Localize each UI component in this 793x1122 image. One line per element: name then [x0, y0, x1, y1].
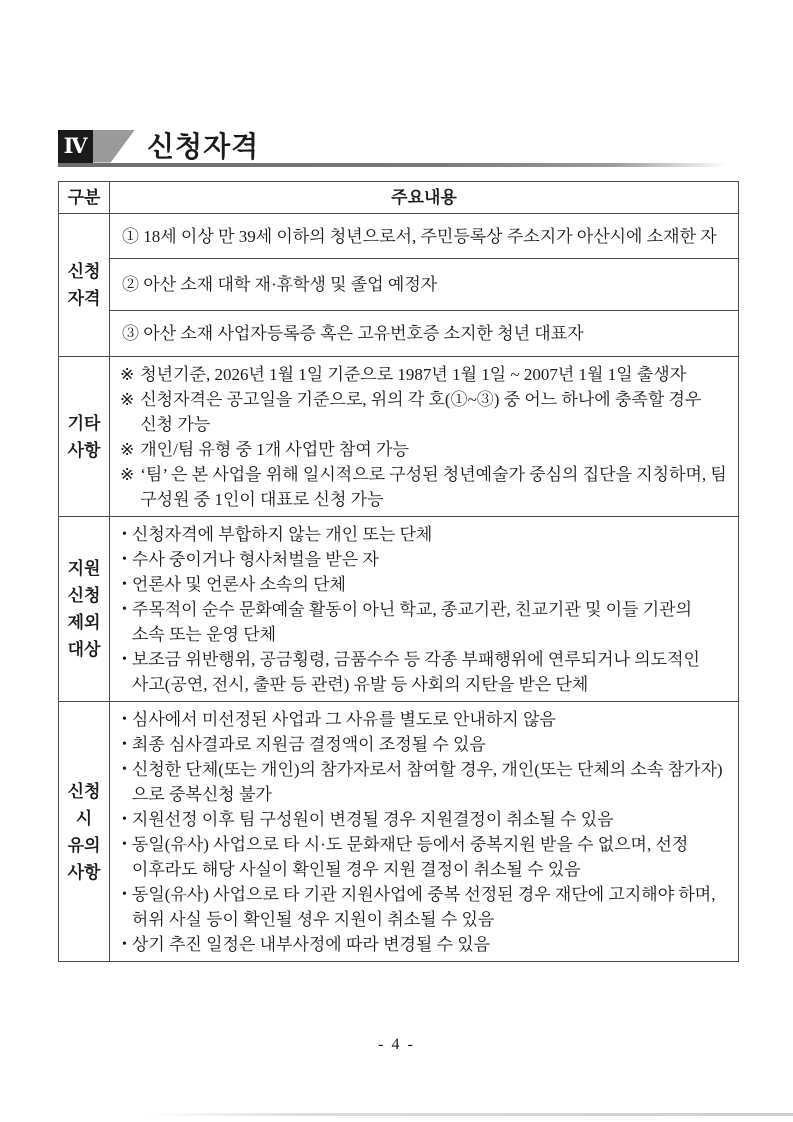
row-label-line: 신청 [67, 262, 101, 281]
table-cell [110, 357, 739, 517]
row-label-line: 대상 [67, 640, 101, 659]
table-cell [110, 702, 739, 962]
bullet-mark: • [122, 737, 127, 752]
table-cell: ② 아산 소재 대학 재·휴학생 및 졸업 예정자 [110, 259, 739, 311]
row-label-line: 사항 [67, 440, 101, 460]
bullet-mark: • [122, 712, 127, 727]
list-item: • 심사에서 미선정된 사업과 그 사유를 별도로 안내하지 않음 [120, 707, 728, 732]
list-item: • 최종 심사결과로 지원금 결정액이 조정될 수 있음 [120, 732, 728, 757]
column-header-content: 주요내용 [110, 182, 739, 214]
row-label-line: 지원 [67, 559, 101, 578]
row-label-line: 제외 [67, 613, 101, 632]
title-underline [58, 163, 735, 167]
table-row [59, 259, 739, 311]
reference-mark: ※ [120, 390, 135, 409]
list-item: • 보조금 위반행위, 공금횡령, 금품수수 등 각종 부패행위에 연루되거나 의도적인 사고(공연, 전시, 출판 등 관련) 유발 등 사회의 지탄을 받은 단체 [120, 647, 728, 697]
bullet-mark: • [122, 577, 127, 592]
section-number: Ⅳ [58, 130, 93, 163]
list-item: • 주목적이 순수 문화예술 활동이 아닌 학교, 종교기관, 친교기관 및 이들 기관의 소속 또는 운영 단체 [120, 597, 728, 647]
list-item: ※ ‘팀’ 은 본 사업을 위해 일시적으로 구성된 청년예술가 중심의 집단을 지칭하며, 팀 구성원 중 1인이 대표로 신청 가능 [120, 462, 728, 512]
row-label-cautions [59, 702, 110, 962]
bullet-mark: • [122, 652, 127, 667]
bullet-mark: • [122, 837, 127, 852]
list-item: • 언론사 및 언론사 소속의 단체 [120, 572, 728, 597]
row-label-line: 사항 [67, 862, 101, 882]
bullet-mark: • [122, 602, 127, 617]
list-item: • 동일(유사) 사업으로 타 기관 지원사업에 중복 선정된 경우 재단에 고지해야 하며, 허위 사실 등이 확인될 셩우 지원이 취소될 수 있음 [120, 882, 728, 932]
bullet-mark: • [122, 887, 127, 902]
list-item: • 상기 추진 일정은 내부사정에 따라 변경될 수 있음 [120, 932, 728, 957]
table-cell [110, 517, 739, 702]
list-item: • 동일(유사) 사업으로 타 시·도 문화재단 등에서 중복지원 받을 수 없으며, 선정 이후라도 해당 사실이 확인될 경우 지원 결정이 취소될 수 있음 [120, 832, 728, 882]
table-row [59, 311, 739, 357]
list-item: ※ 개인/팀 유형 중 1개 사업만 참여 가능 [120, 437, 728, 462]
list-item: • 수사 중이거나 형사처벌을 받은 자 [120, 547, 728, 572]
row-label-eligibility [59, 214, 110, 357]
table-row [59, 214, 739, 259]
section-title: 신청자격 [147, 130, 260, 162]
table-row [59, 517, 739, 702]
list-item: ※ 청년기준, 2026년 1월 1일 기준으로 1987년 1월 1일 ~ 2007년 1월 1일 출생자 [120, 362, 728, 387]
bullet-mark: • [122, 527, 127, 542]
row-label-line: 시 [75, 808, 93, 828]
row-label-other-notes [59, 357, 110, 517]
section-header [58, 129, 259, 163]
table-row [59, 702, 739, 962]
row-label-line: 신청 [67, 781, 101, 801]
reference-mark: ※ [120, 465, 135, 484]
section-number-badge [58, 130, 135, 163]
row-label-exclusions [59, 517, 110, 702]
bullet-mark: • [122, 552, 127, 567]
scan-artifact-line [148, 1113, 793, 1116]
table-row [59, 357, 739, 517]
bullet-mark: • [122, 762, 127, 777]
page-number: - 4 - [378, 1036, 415, 1053]
row-label-line: 자격 [67, 289, 101, 308]
table-header-row [59, 182, 739, 214]
badge-tail-shape [93, 130, 135, 163]
row-label-line: 신청 [67, 586, 101, 605]
bullet-mark: • [122, 812, 127, 827]
table-cell: ① 18세 이상 만 39세 이하의 청년으로서, 주민등록상 주소지가 아산시에 소재한 자 [110, 214, 739, 259]
list-item: • 지원선정 이후 팀 구성원이 변경될 경우 지원결정이 취소될 수 있음 [120, 807, 728, 832]
reference-mark: ※ [120, 440, 135, 459]
table-cell: ③ 아산 소재 사업자등록증 혹은 고유번호증 소지한 청년 대표자 [110, 311, 739, 357]
list-item: ※ 신청자격은 공고일을 기준으로, 위의 각 호(①~③) 중 어느 하나에 충족할 경우 신청 가능 [120, 387, 728, 437]
list-item: • 신청자격에 부합하지 않는 개인 또는 단체 [120, 522, 728, 547]
qualification-table [58, 181, 739, 962]
column-header-category: 구분 [59, 182, 110, 214]
bullet-mark: • [122, 937, 127, 952]
row-label-line: 유의 [67, 835, 101, 855]
row-label-line: 기타 [67, 413, 101, 433]
list-item: • 신청한 단체(또는 개인)의 참가자로서 참여할 경우, 개인(또는 단체의 소속 참가자)으로 중복신청 불가 [120, 757, 728, 807]
reference-mark: ※ [120, 365, 135, 384]
